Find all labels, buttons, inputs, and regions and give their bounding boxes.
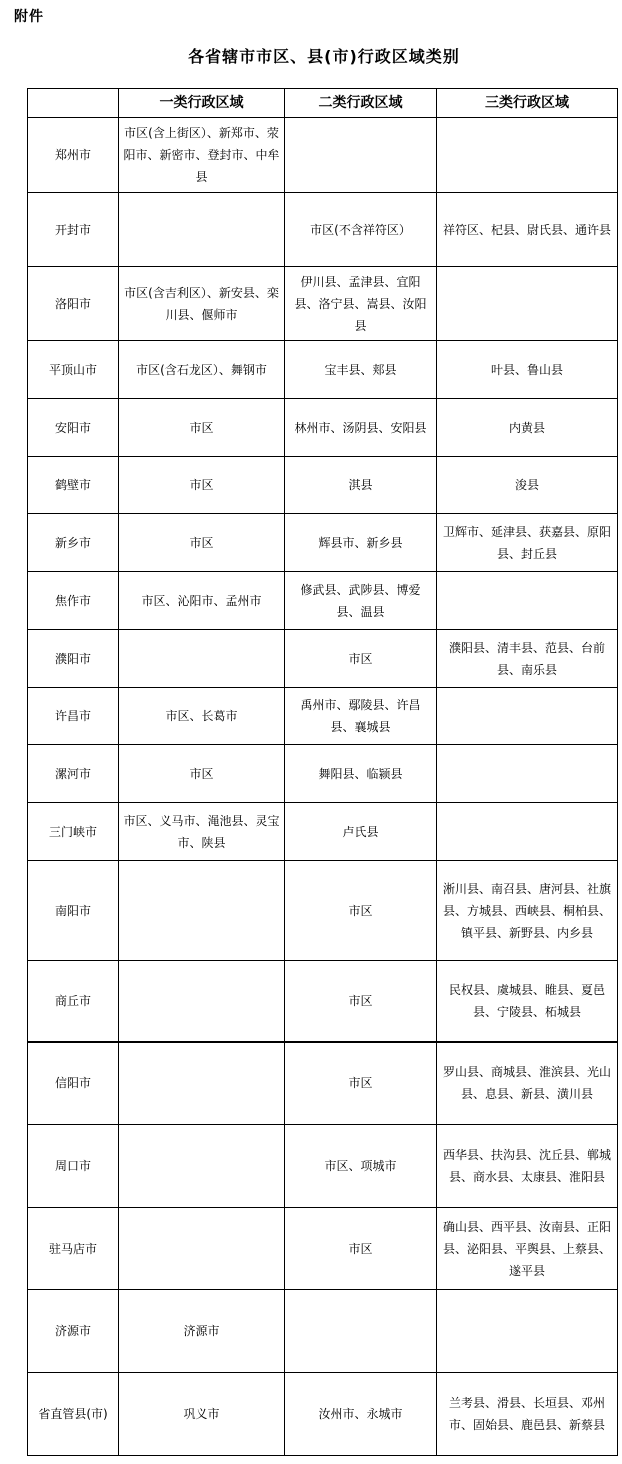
cell-city: 商丘市 xyxy=(28,961,119,1042)
cell-class3 xyxy=(437,118,618,193)
cell-city: 平顶山市 xyxy=(28,341,119,399)
header-class2: 二类行政区域 xyxy=(285,89,437,118)
cell-class1 xyxy=(119,193,285,267)
cell-city: 信阳市 xyxy=(28,1042,119,1125)
cell-city: 省直管县(市) xyxy=(28,1373,119,1456)
cell-city: 郑州市 xyxy=(28,118,119,193)
table-row xyxy=(28,1208,618,1290)
cell-class1: 市区 xyxy=(119,514,285,572)
cell-class3: 叶县、鲁山县 xyxy=(437,341,618,399)
header-class3: 三类行政区域 xyxy=(437,89,618,118)
cell-class1: 市区(含吉利区）、新安县、栾川县、偃师市 xyxy=(119,267,285,341)
cell-class3: 内黄县 xyxy=(437,399,618,457)
cell-class2: 林州市、汤阴县、安阳县 xyxy=(285,399,437,457)
cell-class2: 修武县、武陟县、博爱县、温县 xyxy=(285,572,437,630)
table-row xyxy=(28,341,618,399)
table-row xyxy=(28,267,618,341)
table-row xyxy=(28,514,618,572)
cell-class1 xyxy=(119,1125,285,1208)
cell-class2: 市区、项城市 xyxy=(285,1125,437,1208)
cell-class2: 伊川县、孟津县、宜阳县、洛宁县、嵩县、汝阳县 xyxy=(285,267,437,341)
cell-class1: 市区(含石龙区）、舞钢市 xyxy=(119,341,285,399)
cell-class2: 市区 xyxy=(285,630,437,688)
cell-class1: 市区(含上街区）、新郑市、荥阳市、新密市、登封市、中牟县 xyxy=(119,118,285,193)
cell-class1: 市区、义马市、渑池县、灵宝市、陕县 xyxy=(119,803,285,861)
cell-city: 许昌市 xyxy=(28,688,119,745)
attachment-label: 附件 xyxy=(14,9,44,25)
cell-class1 xyxy=(119,630,285,688)
cell-class1: 巩义市 xyxy=(119,1373,285,1456)
document-title: 各省辖市市区、县(市)行政区域类别 xyxy=(188,47,460,66)
table-body xyxy=(28,118,618,1456)
cell-city: 济源市 xyxy=(28,1290,119,1373)
table-row xyxy=(28,630,618,688)
cell-class1 xyxy=(119,1042,285,1125)
table-row xyxy=(28,193,618,267)
cell-class2: 禹州市、鄢陵县、许昌县、襄城县 xyxy=(285,688,437,745)
cell-class1: 市区、长葛市 xyxy=(119,688,285,745)
cell-class3: 民权县、虞城县、睢县、夏邑县、宁陵县、柘城县 xyxy=(437,961,618,1042)
region-classification-table xyxy=(27,88,618,1456)
table-row xyxy=(28,961,618,1042)
cell-city: 洛阳市 xyxy=(28,267,119,341)
cell-city: 安阳市 xyxy=(28,399,119,457)
cell-class2: 市区 xyxy=(285,1208,437,1290)
cell-class1 xyxy=(119,961,285,1042)
cell-city: 濮阳市 xyxy=(28,630,119,688)
table-row xyxy=(28,1373,618,1456)
table-row xyxy=(28,1290,618,1373)
cell-class1: 市区 xyxy=(119,745,285,803)
table-row xyxy=(28,745,618,803)
cell-class2 xyxy=(285,118,437,193)
cell-class2: 市区 xyxy=(285,1042,437,1125)
cell-city: 周口市 xyxy=(28,1125,119,1208)
cell-class2: 市区 xyxy=(285,861,437,961)
cell-city: 焦作市 xyxy=(28,572,119,630)
table-row xyxy=(28,688,618,745)
header-class1: 一类行政区域 xyxy=(119,89,285,118)
table-row xyxy=(28,457,618,514)
cell-city: 漯河市 xyxy=(28,745,119,803)
cell-class2 xyxy=(285,1290,437,1373)
cell-class3 xyxy=(437,688,618,745)
cell-city: 新乡市 xyxy=(28,514,119,572)
cell-class3: 祥符区、杞县、尉氏县、通许县 xyxy=(437,193,618,267)
cell-class3 xyxy=(437,572,618,630)
header-city xyxy=(28,89,119,118)
cell-class3 xyxy=(437,745,618,803)
table-row xyxy=(28,1042,618,1125)
cell-city: 鹤壁市 xyxy=(28,457,119,514)
cell-class1: 济源市 xyxy=(119,1290,285,1373)
table-row xyxy=(28,572,618,630)
cell-city: 南阳市 xyxy=(28,861,119,961)
cell-class3: 浚县 xyxy=(437,457,618,514)
cell-class3 xyxy=(437,803,618,861)
cell-class3: 罗山县、商城县、淮滨县、光山县、息县、新县、潢川县 xyxy=(437,1042,618,1125)
cell-city: 驻马店市 xyxy=(28,1208,119,1290)
table-row xyxy=(28,803,618,861)
cell-class1: 市区、沁阳市、孟州市 xyxy=(119,572,285,630)
cell-class2: 淇县 xyxy=(285,457,437,514)
cell-class3: 兰考县、滑县、长垣县、邓州市、固始县、鹿邑县、新蔡县 xyxy=(437,1373,618,1456)
table-row xyxy=(28,118,618,193)
table-header-row xyxy=(28,89,618,118)
cell-class3: 淅川县、南召县、唐河县、社旗县、方城县、西峡县、桐柏县、镇平县、新野县、内乡县 xyxy=(437,861,618,961)
cell-class1 xyxy=(119,1208,285,1290)
cell-class3 xyxy=(437,1290,618,1373)
cell-class2: 市区(不含祥符区） xyxy=(285,193,437,267)
cell-class2: 汝州市、永城市 xyxy=(285,1373,437,1456)
cell-class3: 濮阳县、清丰县、范县、台前县、南乐县 xyxy=(437,630,618,688)
cell-class2: 辉县市、新乡县 xyxy=(285,514,437,572)
cell-class1: 市区 xyxy=(119,457,285,514)
cell-class1 xyxy=(119,861,285,961)
table-row xyxy=(28,399,618,457)
cell-city: 开封市 xyxy=(28,193,119,267)
cell-city: 三门峡市 xyxy=(28,803,119,861)
table-row xyxy=(28,1125,618,1208)
cell-class2: 宝丰县、郏县 xyxy=(285,341,437,399)
cell-class3 xyxy=(437,267,618,341)
cell-class2: 市区 xyxy=(285,961,437,1042)
cell-class2: 舞阳县、临颍县 xyxy=(285,745,437,803)
cell-class2: 卢氏县 xyxy=(285,803,437,861)
cell-class3: 西华县、扶沟县、沈丘县、郸城县、商水县、太康县、淮阳县 xyxy=(437,1125,618,1208)
table-row xyxy=(28,861,618,961)
cell-class3: 确山县、西平县、汝南县、正阳县、泌阳县、平舆县、上蔡县、遂平县 xyxy=(437,1208,618,1290)
cell-class3: 卫辉市、延津县、获嘉县、原阳县、封丘县 xyxy=(437,514,618,572)
cell-class1: 市区 xyxy=(119,399,285,457)
